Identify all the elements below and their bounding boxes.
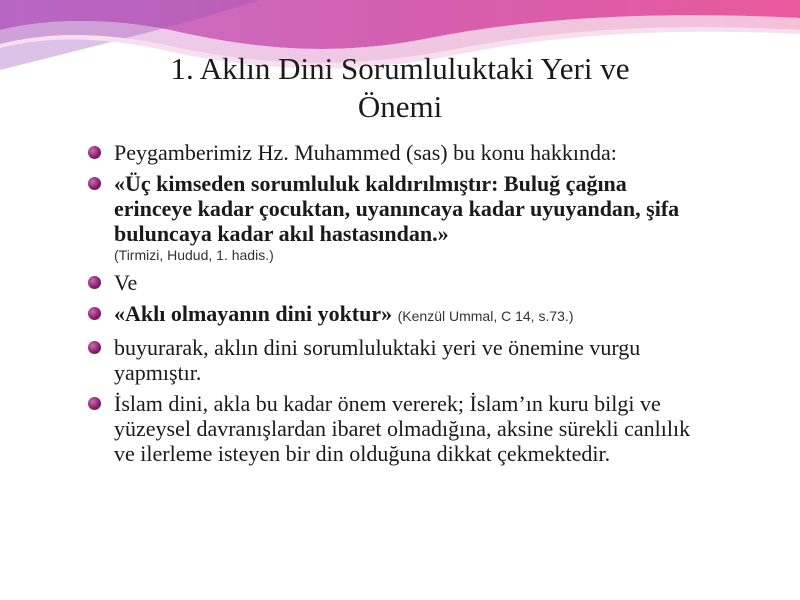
title-line-2: Önemi <box>357 89 443 124</box>
bullet-icon <box>88 397 101 410</box>
bullet-icon <box>88 276 101 289</box>
hadith-quote: «Aklı olmayanın dini yoktur» <box>114 301 393 326</box>
hadith-quote: «Üç kimseden sorumluluk kaldırılmıştır: Buluğ çağına erinceye kadar çocuktan, uyanıncaya kadar uyuyandan, şifa buluncaya kadar akıl hastasından.» <box>114 171 680 246</box>
slide-title <box>60 50 740 126</box>
bullet-icon <box>88 146 101 159</box>
citation: (Kenzül Ummal, C 14, s.73.) <box>397 308 574 324</box>
bullet-list <box>88 140 708 472</box>
bullet-text: buyurarak, aklın dini sorumluluktaki yeri ve önemine vurgu yapmıştır. <box>114 335 641 385</box>
citation: (Tirmizi, Hudud, 1. hadis.) <box>114 247 274 263</box>
bullet-icon <box>88 307 101 320</box>
bullet-item <box>88 301 708 329</box>
bullet-item <box>88 270 708 295</box>
bullet-text: Ve <box>114 270 138 295</box>
bullet-item <box>88 140 708 165</box>
bullet-text: İslam dini, akla bu kadar önem vererek; İslam’ın kuru bilgi ve yüzeysel davranışlardan ibaret olmadığına, aksine sürekli canlılık ve ilerleme isteyen bir din olduğuna dikkat çekmektedir. <box>114 391 691 466</box>
bullet-item <box>88 171 708 264</box>
title-line-1: 1. Aklın Dini Sorumluluktaki Yeri ve <box>170 51 630 86</box>
bullet-icon <box>88 177 101 190</box>
bullet-icon <box>88 341 101 354</box>
bullet-text: Peygamberimiz Hz. Muhammed (sas) bu konu hakkında: <box>114 140 617 165</box>
bullet-item <box>88 335 708 385</box>
bullet-item <box>88 391 708 466</box>
